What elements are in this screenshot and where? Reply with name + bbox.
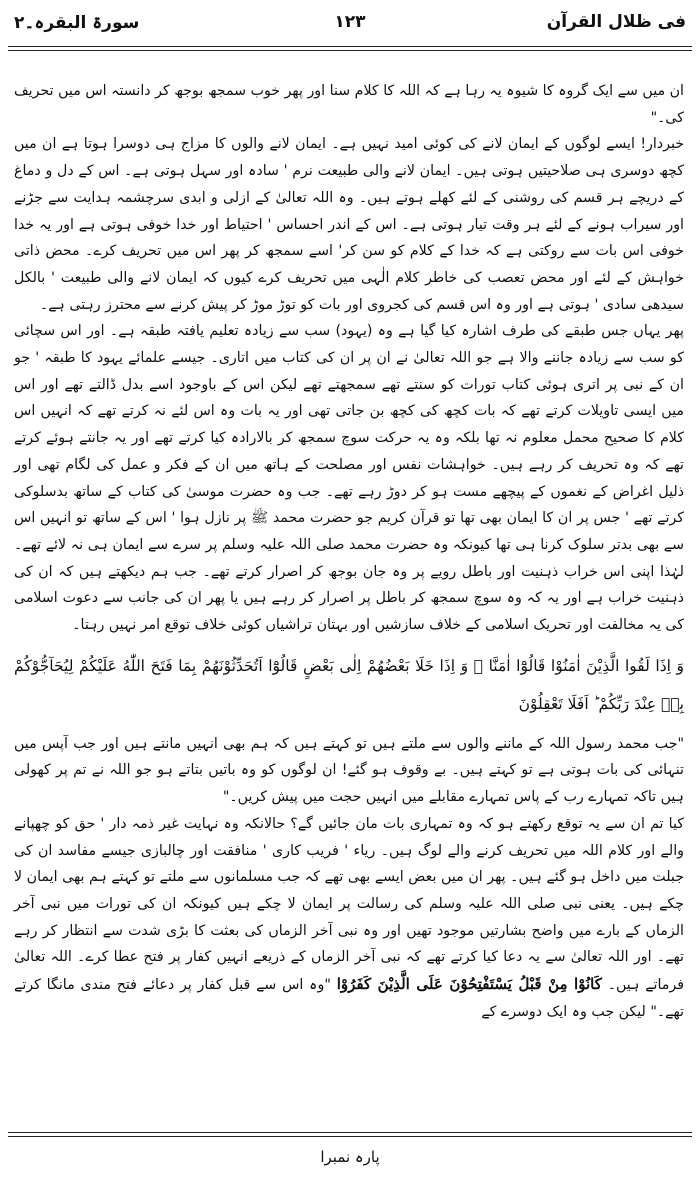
- page-number: ۱۲۳: [334, 12, 366, 32]
- closing-text: کیا تم ان سے یہ توقع رکھتے ہو کہ وہ تمہاری بات مان جائیں گے؟ حالانکہ وہ نہایت غیر ذمہ دار ' حق کو چھپانے والے اور کلام اللہ میں تحریف کرنے والے لوگ ہیں۔ ریاء ' فریب کاری ' منافقت اور چالبازی جیسے مفاسد ان کی جبلت میں داخل ہو گئے ہیں۔ پھر ان میں بعض ایسے بھی تھے کہ جب مسلمانوں سے ملتے تو کہتے ہم بھی ایمان لا چکے ہیں۔ یعنی نبی صلی اللہ علیہ وسلم کی رسالت پر ایمان لا چکے ہیں کیونکہ ان کی تورات میں نبی آخر الزماں کے بارے میں واضح بشارتیں موجود تھیں اور وہ نبی آخر الزماں کی بعثت کا بڑی شدت سے انتظار کر رہے تھے۔ اور اللہ تعالیٰ سے یہ دعا کیا کرتے تھے کہ نبی آخر الزماں کے ذریعے انہیں کفار پر فتح عطا کرے۔ اللہ تعالیٰ فرماتے ہیں۔: [14, 815, 685, 994]
- body-text: [14, 78, 684, 1026]
- page-header: [8, 4, 692, 44]
- paragraph-1: ان میں سے ایک گروہ کا شیوہ یہ رہا ہے کہ اللہ کا کلام سنا اور پھر خوب سمجھ بوجھ کر دانستہ اس میں تحریف کی۔": [14, 83, 684, 126]
- paragraph-3: پھر یہاں جس طبقے کی طرف اشارہ کیا گیا ہے وہ (یہود) سب سے زیادہ تعلیم یافتہ طبقہ ہے۔ اور اس سچائی کو سب سے زیادہ جاننے والا ہے جو اللہ تعالیٰ نے ان پر ان کی کتاب میں اتاری۔ جیسے علمائے یہود کا طبقہ ' جو ان کے نبی پر اتری ہوئی کتاب تورات کو سنتے تھے سمجھتے تھے لیکن اس کے باوجود اسے بدل ڈالتے تھے اور اس میں ایسی تاویلات کرتے تھے کہ بات کچھ کی کچھ بن جاتی تھی اور یہ بات وہ اس لئے نہ کرتے تھے کہ انہیں اس کلام کا صحیح محمل معلوم نہ تھا بلکہ وہ یہ حرکت سوچ سمجھ کر بالارادہ کیا کرتے تھے اور یہ جانتے ہوئے کرتے تھے کہ وہ تحریف کر رہے ہیں۔ خواہشات نفس اور مصلحت کے ہاتھ میں ان کے فکر و عمل کی لگام تھی اور ذلیل اغراض کے نغموں کے پیچھے مست ہو کر دوڑ رہے تھے۔ جب وہ حضرت موسیٰ کی کتاب کے ساتھ بدسلوکی کرتے تھے ' جس پر ان کا ایمان بھی تھا تو قرآن کریم جو حضرت محمد ﷺ پر نازل ہوا ' اس کے ساتھ تو انہیں اس سے بھی بدتر سلوک کرنا ہی تھا کیونکہ وہ حضرت محمد صلی اللہ علیہ وسلم پر سرے سے ایمان ہی نہ لائے تھے۔ لہٰذا اپنی اس خراب ذہنیت اور باطل رویے پر وہ جان بوجھ کر اصرار کرتے تھے۔ جب ہم دیکھتے ہیں کہ ان کی ذہنیت خراب ہے اور یہ کہ وہ سوچ سمجھ کر باطل پر اصرار کر رہے ہیں یا پھر ان کی جانب سے دعوت اسلامی کی یہ مخالفت اور تحریک اسلامی کے خلاف سازشیں اور بہتان تراشیاں کوئی خلاف توقع امر نہیں رہتا۔: [14, 323, 684, 634]
- surah-name: سورۃ البقرہ۔۲: [14, 13, 140, 33]
- closing-paragraph: [14, 811, 684, 1026]
- header-rule-top: [8, 46, 692, 47]
- quran-verse: وَ اِذَا لَقُوا الَّذِيْنَ اٰمَنُوْا قَالُوْٓا اٰمَنَّا ۚ وَ اِذَا خَلَا بَعْضُهُمْ اِلٰى بَعْضٍ قَالُوْٓا اَتُحَدِّثُوْنَهُمْ بِمَا فَتَحَ اللّٰهُ عَلَيْكُمْ لِيُحَآجُّوْكُمْ بِهٖ عِنْدَ رَبِّكُمْ ؕ اَفَلَا تَعْقِلُوْنَ: [14, 656, 684, 713]
- footer-rule-bottom: [8, 1136, 692, 1137]
- paragraph-2: خبردار! ایسے لوگوں کے ایمان لانے کی کوئی امید نہیں ہے۔ ایمان لانے والوں کا مزاج ہی دوسرا ہوتا ہے ان میں کچھ دوسری ہی صلاحیتیں ہوتی ہیں۔ ایمان لانے والی طبیعت نرم ' سادہ اور سہل ہوتی ہے۔ اس کے دل و دماغ کے دریچے ہر قسم کی روشنی کے لئے کھلے ہوتے ہیں۔ وہ اللہ تعالیٰ کے ازلی و ابدی سرچشمہ ہدایت سے جڑنے اور سیراب ہونے کے لئے ہر وقت تیار ہوتی ہے۔ اس کے اندر احساس ' احتیاط اور خدا خوفی ہوتی ہے اور یہ خدا خوفی اس بات سے روکتی ہے کہ خدا کے کلام کو سن کر' اسے سمجھ کر پھر اس میں تحریف کرے۔ محض ذاتی خواہش کے لئے اور محض تعصب کی خاطر کلام الٰہی میں تحریف کرے کیوں کہ ایمان لانے والی طبیعت ' بالکل سیدھی سادی ' ہوتی ہے اور وہ اس قسم کی کجروی اور بات کو توڑ موڑ کر پیش کرنے سے محترز رہتی ہے۔: [14, 136, 684, 313]
- book-title: فی ظلال القرآن: [546, 12, 686, 32]
- closing-ayah: كَانُوْا مِنْ قَبْلُ يَسْتَفْتِحُوْنَ عَلَى الَّذِيْنَ كَفَرُوْا: [336, 975, 602, 994]
- verse-translation: "جب محمد رسول اللہ کے ماننے والوں سے ملتے ہیں تو کہتے ہیں کہ ہم بھی انہیں مانتے ہیں اور جب آپس میں تنہائی کی بات ہوتی ہے تو کہتے ہیں۔ بے وقوف ہو گئے! ان لوگوں کو وہ باتیں بتاتے ہو جو اللہ نے تم پر کھولی ہیں تاکہ تمہارے رب کے پاس تمہارے مقابلے میں انہیں حجت میں پیش کریں۔": [14, 735, 684, 806]
- closing-tail: "وہ اس سے قبل کفار پر دعائے فتح مندی مانگا کرتے تھے۔" لیکن جب وہ ایک دوسرے کے: [14, 977, 684, 1020]
- para-number: پارہ نمبرا: [320, 1148, 380, 1166]
- header-rule-bottom: [8, 50, 692, 51]
- footer-rule-top: [8, 1132, 692, 1133]
